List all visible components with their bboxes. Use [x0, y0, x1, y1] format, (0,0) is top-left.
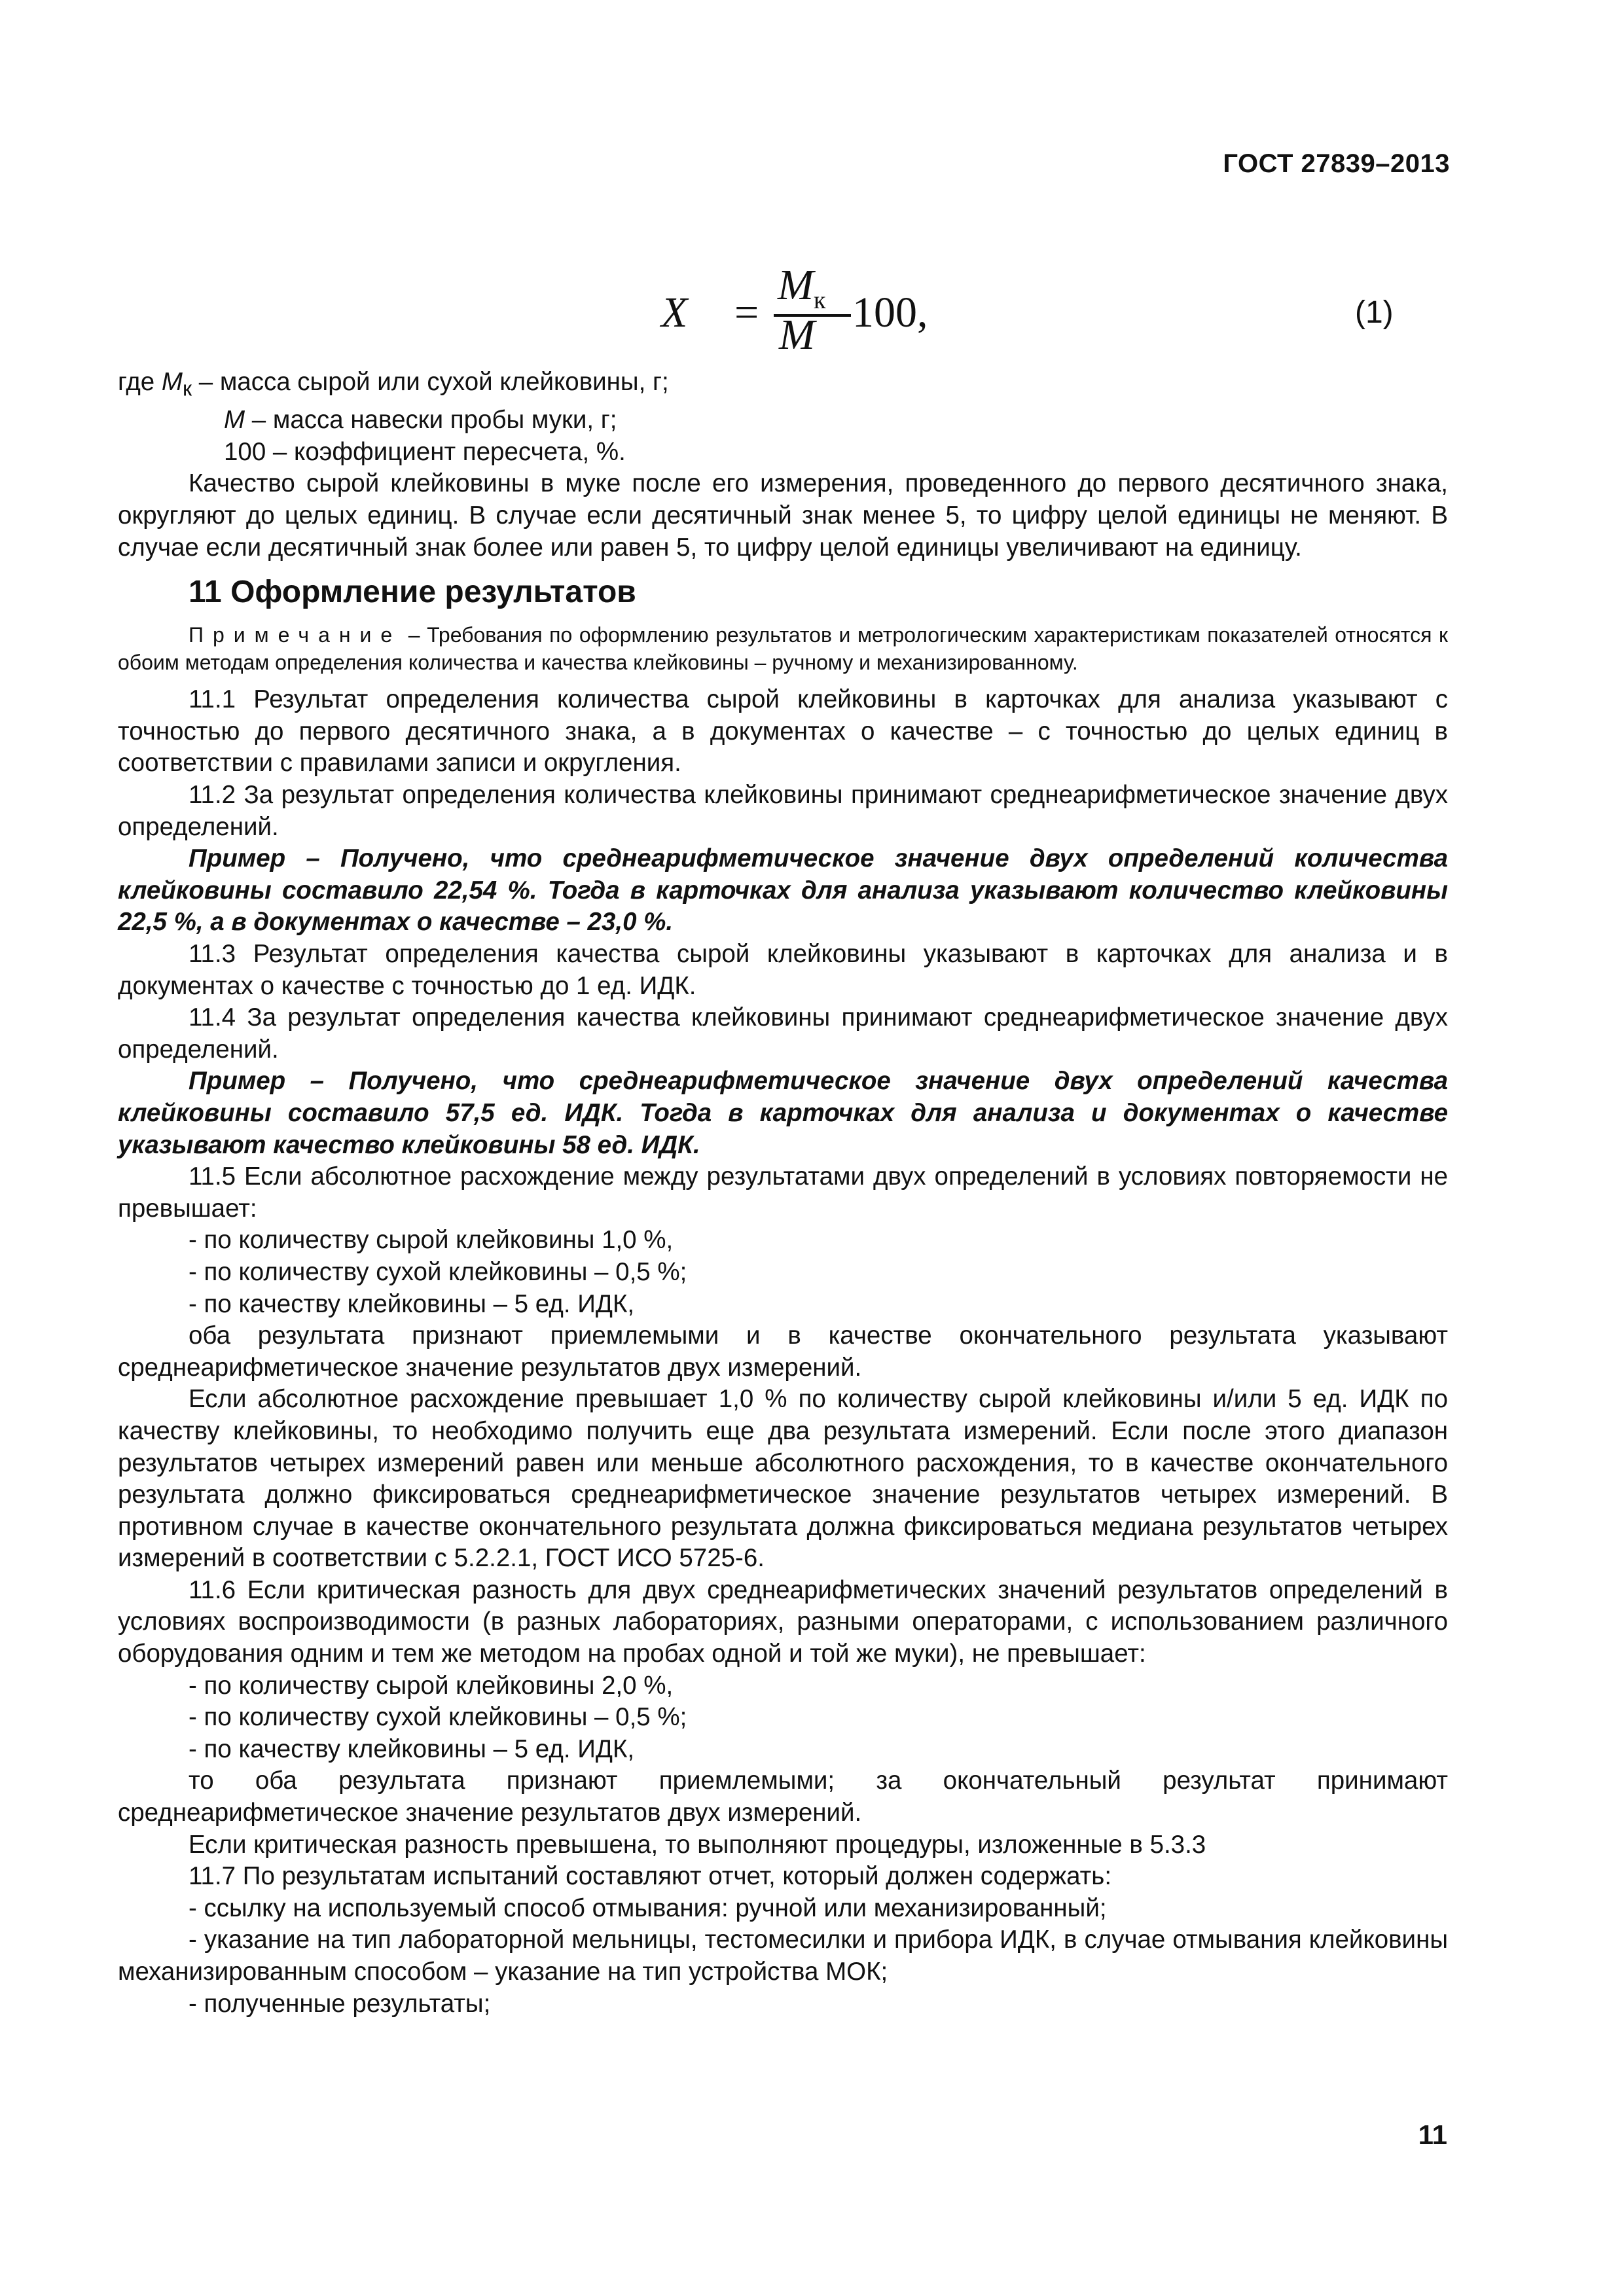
page-number: 11 — [1418, 2119, 1447, 2150]
list-item: - по качеству клейковины – 5 ед. ИДК, — [189, 1289, 635, 1318]
formula-numerator: $M_к$ — [778, 261, 826, 315]
note-text: – Требования по оформлению результатов и метрологическим характеристикам показателей относятся к обоим методам определения количества и качества клейковины – ручному и механизированному. — [118, 623, 1448, 675]
example-2: Пример – Получено, что среднеарифметическое значение двух определений качества клейковины составило 57,5 ед. ИДК. Тогда в карточках для анализа и документах о качестве указывают качество клейковины 58 ед. ИДК. — [118, 1067, 1448, 1159]
paragraph-11-5-exceeded: Если абсолютное расхождение превышает 1,0 % по количеству сырой клейковины и/или 5 ед. ИДК по качеству клейковины, то необходимо получить еще два результата измерений. Если после этого диапазон результатов четырех измерений равен или меньше абсолютного расхождения, то в качестве окончательного результата должно фиксироваться среднеарифметическое значение результатов четырех измерений. В противном случае в качестве окончательного результата должна фиксироваться медиана результатов четырех измерений в соответствии с 5.2.2.1, ГОСТ ИСО 5725-6. — [118, 1385, 1448, 1573]
note — [118, 621, 1448, 676]
paragraph-quality-rounding: Качество сырой клейковины в муке после его измерения, проведенного до первого десятичного знака, округляют до целых единиц. В случае если десятичный знак менее 5, то цифру целой единицы не меняют. В случае если десятичный знак более или равен 5, то цифру целой единицы увеличивают на единицу. — [118, 469, 1448, 562]
formula-equals: = — [734, 289, 759, 336]
formula-lhs: X — [661, 289, 688, 336]
paragraph-11-6-exceeded: Если критическая разность превышена, то выполняют процедуры, изложенные в 5.3.3 — [189, 1830, 1206, 1859]
list-item: - ссылку на используемый способ отмывания: ручной или механизированный; — [189, 1893, 1107, 1922]
equation-number: (1) — [1355, 295, 1394, 330]
document-body — [118, 367, 1448, 2020]
list-item: - по количеству сырой клейковины 1,0 %, — [189, 1226, 674, 1255]
paragraph-11-6: 11.6 Если критическая разность для двух среднеарифметических значений результатов определений в условиях воспроизводимости (в разных лабораториях, разными операторами, с использованием различного оборудования одним и тем же методом на пробах одной и той же муки), не превышает: — [118, 1575, 1448, 1668]
paragraph-11-4: 11.4 За результат определения качества клейковины принимают среднеарифметическое значение двух определений. — [118, 1003, 1448, 1064]
list-item: - полученные результаты; — [189, 1989, 491, 2018]
example-1: Пример – Получено, что среднеарифметическое значение двух определений количества клейковины составило 22,54 %. Тогда в карточках для анализа указывают количество клейковины 22,5 %, а в документах о качестве – 23,0 %. — [118, 844, 1448, 937]
formula-factor: 100, — [852, 289, 928, 336]
list-item: - по качеству клейковины – 5 ед. ИДК, — [189, 1734, 635, 1763]
list-item: - по количеству сухой клейковины – 0,5 %; — [189, 1703, 687, 1732]
list-item: - по количеству сухой клейковины – 0,5 %; — [189, 1257, 687, 1286]
note-label: Примечание — [189, 623, 402, 647]
document-code: ГОСТ 27839–2013 — [1223, 149, 1450, 178]
where-line-3: 100 – коэффициент пересчета, %. — [224, 437, 626, 466]
paragraph-11-5-conclusion: оба результата признают приемлемыми и в качестве окончательного результата указывают среднеарифметическое значение результатов двух измерений. — [118, 1321, 1448, 1382]
paragraph-11-1: 11.1 Результат определения количества сырой клейковины в карточках для анализа указывают с точностью до первого десятичного знака, а в документах о качестве – с точностью до целых единиц в соответствии с правилами записи и округления. — [118, 685, 1448, 778]
paragraph-11-3: 11.3 Результат определения качества сырой клейковины указывают в карточках для анализа и в документах о качестве с точностью до 1 ед. ИДК. — [118, 940, 1448, 1000]
where-line-1: где $M_к$ – масса сырой или сухой клейковины, г; — [118, 368, 669, 401]
list-item: - указание на тип лабораторной мельницы, тестомесилки и прибора ИДК, в случае отмывания клейковины механизированным способом – указание на тип устройства МОК; — [118, 1926, 1448, 1986]
where-line-2: M – масса навески пробы муки, г; — [224, 406, 617, 435]
paragraph-11-7: 11.7 По результатам испытаний составляют отчет, который должен содержать: — [189, 1862, 1112, 1891]
formula-denominator: M — [779, 311, 815, 359]
paragraph-11-2: 11.2 За результат определения количества клейковины принимают среднеарифметическое значение двух определений. — [118, 781, 1448, 841]
section-title: 11 Оформление результатов — [189, 575, 636, 610]
list-item: - по количеству сырой клейковины 2,0 %, — [189, 1671, 674, 1700]
paragraph-11-5: 11.5 Если абсолютное расхождение между результатами двух определений в условиях повторяемости не превышает: — [118, 1162, 1448, 1223]
paragraph-11-6-conclusion: то оба результата признают приемлемыми; за окончательный результат принимают среднеарифметическое значение результатов двух измерений. — [118, 1767, 1448, 1827]
